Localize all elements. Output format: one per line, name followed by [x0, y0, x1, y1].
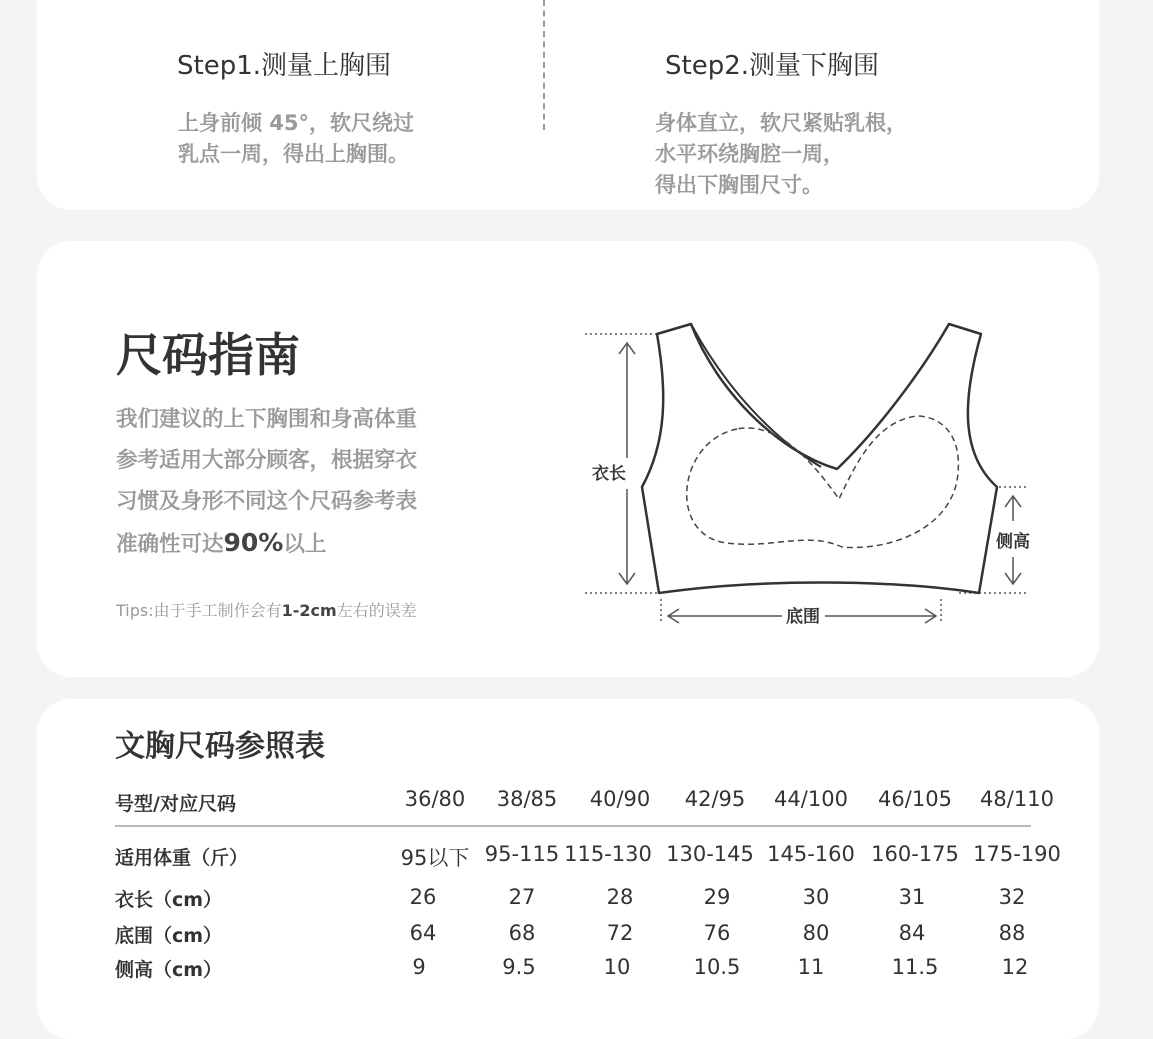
table-cell: 115-130: [564, 842, 652, 866]
table-cell: 68: [508, 921, 536, 945]
table-cell: 30: [802, 885, 830, 909]
desc-highlight: 90%: [223, 528, 284, 557]
step1-title: Step1.测量上胸围: [177, 51, 392, 81]
table-cell: 12: [1001, 955, 1029, 979]
table-header-row: [115, 787, 1054, 827]
table-cell: 11.5: [891, 955, 939, 979]
row-label: 适用体重（斤）: [115, 847, 249, 869]
table-cell: 95-115: [484, 842, 560, 866]
step2-description: 身体直立，软尺紧贴乳根， 水平环绕胸腔一周， 得出下胸围尺寸。: [655, 111, 907, 197]
size-guide-card: [37, 241, 1099, 677]
table-cell: 72: [606, 921, 634, 945]
header-cell: 46/105: [878, 787, 952, 811]
size-guide-description: [116, 399, 496, 565]
header-cell: 40/90: [589, 787, 651, 811]
label-side-height: 侧高: [996, 532, 1030, 552]
desc-tail: 以上: [283, 532, 327, 557]
size-guide-title: 尺码指南: [116, 328, 300, 382]
dashed-divider: [543, 0, 545, 130]
table-cell: 88: [998, 921, 1026, 945]
table-cell: 9: [412, 955, 426, 979]
desc-main: 我们建议的上下胸围和身高体重 参考适用大部分顾客，根据穿衣 习惯及身形不同这个尺码参考表 准确性可达: [116, 407, 418, 557]
bra-diagram: [557, 311, 1077, 641]
size-guide-tips: [116, 598, 417, 621]
table-divider: [115, 825, 1031, 827]
tips-suffix: 左右的误差: [336, 601, 417, 620]
table-cell: 145-160: [767, 842, 855, 866]
row-label: 侧高（cm）: [115, 959, 223, 981]
size-table-title: 文胸尺码参照表: [115, 729, 325, 764]
tips-highlight: 1-2cm: [281, 601, 337, 620]
table-cell: 10: [603, 955, 631, 979]
table-row: [115, 955, 1035, 995]
header-cell: 44/100: [774, 787, 848, 811]
table-cell: 28: [606, 885, 634, 909]
table-cell: 64: [409, 921, 437, 945]
steps-card: [37, 0, 1099, 210]
table-cell: 76: [703, 921, 731, 945]
table-cell: 80: [802, 921, 830, 945]
table-cell: 160-175: [871, 842, 959, 866]
header-cell: 36/80: [404, 787, 466, 811]
table-cell: 11: [797, 955, 825, 979]
tips-prefix: Tips:由于手工制作会有: [116, 601, 282, 620]
header-cell: 48/110: [980, 787, 1054, 811]
label-bottom: 底围: [786, 607, 820, 627]
step1-description: 上身前倾 45°，软尺绕过 乳点一周，得出上胸围。: [178, 111, 415, 166]
row-label: 衣长（cm）: [115, 889, 223, 911]
step2-title: Step2.测量下胸围: [665, 51, 880, 81]
table-cell: 130-145: [666, 842, 754, 866]
table-row: [115, 842, 1061, 882]
size-table-card: [37, 699, 1099, 1039]
table-cell: 9.5: [502, 955, 536, 979]
table-cell: 31: [898, 885, 926, 909]
table-cell: 29: [703, 885, 731, 909]
table-cell: 32: [998, 885, 1026, 909]
row-label: 底围（cm）: [115, 925, 223, 947]
label-length: 衣长: [592, 464, 626, 484]
header-cell: 42/95: [684, 787, 746, 811]
table-cell: 10.5: [693, 955, 741, 979]
bra-outline: [642, 324, 997, 593]
table-cell: 95以下: [400, 846, 470, 870]
table-cell: 175-190: [973, 842, 1061, 866]
header-label: 号型/对应尺码: [115, 793, 236, 815]
table-row: [115, 885, 1035, 925]
table-cell: 26: [409, 885, 437, 909]
header-cell: 38/85: [496, 787, 558, 811]
table-cell: 84: [898, 921, 926, 945]
table-cell: 27: [508, 885, 536, 909]
